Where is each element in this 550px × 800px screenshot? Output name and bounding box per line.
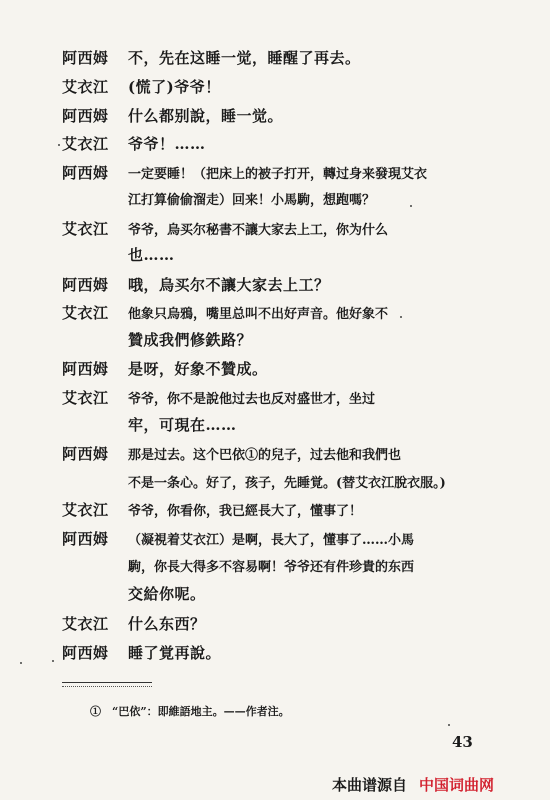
speaker-name: 阿西姆 — [62, 164, 109, 182]
speaker-name: 阿西姆 — [62, 107, 109, 125]
page-number: 43 — [452, 733, 473, 751]
speaker-name: 艾衣江 — [62, 615, 109, 633]
dialogue-line — [62, 388, 375, 410]
dialogue-text: 也…… — [128, 246, 175, 264]
dialogue-text: 駒，你長大得多不容易啊！爷爷还有件珍貴的东西 — [128, 560, 415, 575]
speaker-name: 阿西姆 — [62, 644, 109, 662]
dialogue-line — [62, 500, 362, 522]
dialogue-line — [62, 106, 283, 126]
speaker-name: 艾衣江 — [62, 389, 109, 407]
dialogue-text: 爷爷，烏买尔秘書不讓大家去上工，你为什么 — [128, 223, 389, 238]
dialogue-line — [62, 163, 427, 185]
dialogue-text: 什么都别說，睡一觉。 — [128, 107, 284, 125]
dialogue-continuation — [128, 584, 206, 604]
source-watermark — [332, 774, 494, 795]
dialogue-line — [62, 529, 414, 551]
dialogue-continuation — [128, 245, 175, 265]
dialogue-continuation — [128, 415, 237, 435]
dialogue-text: 一定要睡！（把床上的被子打开，轉过身来發現艾衣 — [128, 167, 428, 182]
dialogue-continuation — [128, 189, 375, 211]
dialogue-text: 不是一条心。好了，孩子，先睡覚。(替艾衣江脫衣服。) — [128, 476, 446, 491]
speaker-name: 阿西姆 — [62, 360, 109, 378]
footnote: ① “巴依”：即維語地主。——作者注。 — [90, 705, 290, 718]
dialogue-text: 江打算偷偷溜走）回来！小馬駒，想跑嗎？ — [128, 193, 376, 208]
source-label: 本曲谱源自 — [332, 776, 408, 794]
dialogue-line — [62, 444, 401, 466]
footnote-divider — [62, 682, 152, 687]
dialogue-line — [62, 359, 268, 379]
dialogue-line — [62, 77, 221, 97]
dialogue-text: 是呀，好象不贊成。 — [128, 360, 268, 378]
dialogue-text: 那是过去。这个巴依①的兒子，过去他和我們也 — [128, 448, 402, 463]
scan-speck — [410, 205, 412, 207]
dialogue-line — [62, 48, 361, 68]
dialogue-text: 他象只烏鴉，嘴里总叫不出好声音。他好象不 — [128, 307, 389, 322]
scan-speck — [400, 316, 402, 318]
speaker-name: 阿西姆 — [62, 276, 109, 294]
dialogue-continuation — [128, 556, 414, 578]
dialogue-line — [62, 134, 206, 154]
dialogue-text: 爷爷，你看你，我已經長大了，懂事了！ — [128, 504, 363, 519]
dialogue-line — [62, 643, 221, 663]
speaker-name: 艾衣江 — [62, 135, 109, 153]
dialogue-text: 交給你呢。 — [128, 585, 206, 603]
dialogue-text: 爷爷！…… — [128, 135, 206, 153]
dialogue-text: 不，先在这睡一觉，睡醒了再去。 — [128, 49, 361, 67]
scan-speck — [20, 662, 22, 664]
source-brand: 中国词曲网 — [419, 776, 495, 794]
dialogue-text: 爷爷，你不是說他过去也反对盛世才，坐过 — [128, 392, 376, 407]
dialogue-line — [62, 275, 330, 295]
speaker-name: 艾衣江 — [62, 78, 109, 96]
speaker-name: 艾衣江 — [62, 501, 109, 519]
scan-speck — [52, 660, 54, 662]
speaker-name: 阿西姆 — [62, 49, 109, 67]
dialogue-line — [62, 219, 388, 241]
speaker-name: 阿西姆 — [62, 530, 109, 548]
scan-speck — [448, 724, 450, 726]
speaker-name: 阿西姆 — [62, 445, 109, 463]
speaker-name: 艾衣江 — [62, 304, 109, 322]
dialogue-line — [62, 614, 206, 634]
speaker-name: 艾衣江 — [62, 220, 109, 238]
dialogue-line — [62, 303, 388, 325]
dialogue-text: (慌了)爷爷！ — [128, 78, 221, 96]
dialogue-text: 哦，烏买尔不讓大家去上工？ — [128, 276, 330, 294]
dialogue-text: 睡了覚再說。 — [128, 644, 222, 662]
dialogue-continuation — [128, 330, 252, 350]
dialogue-text: 牢，可現在…… — [128, 416, 237, 434]
dialogue-continuation — [128, 472, 446, 494]
dialogue-text: （凝視着艾衣江）是啊，長大了，懂事了……小馬 — [128, 533, 415, 548]
dialogue-text: 什么东西？ — [128, 615, 206, 633]
dialogue-text: 贊成我們修鉄路？ — [128, 331, 253, 349]
scan-speck — [58, 144, 60, 146]
